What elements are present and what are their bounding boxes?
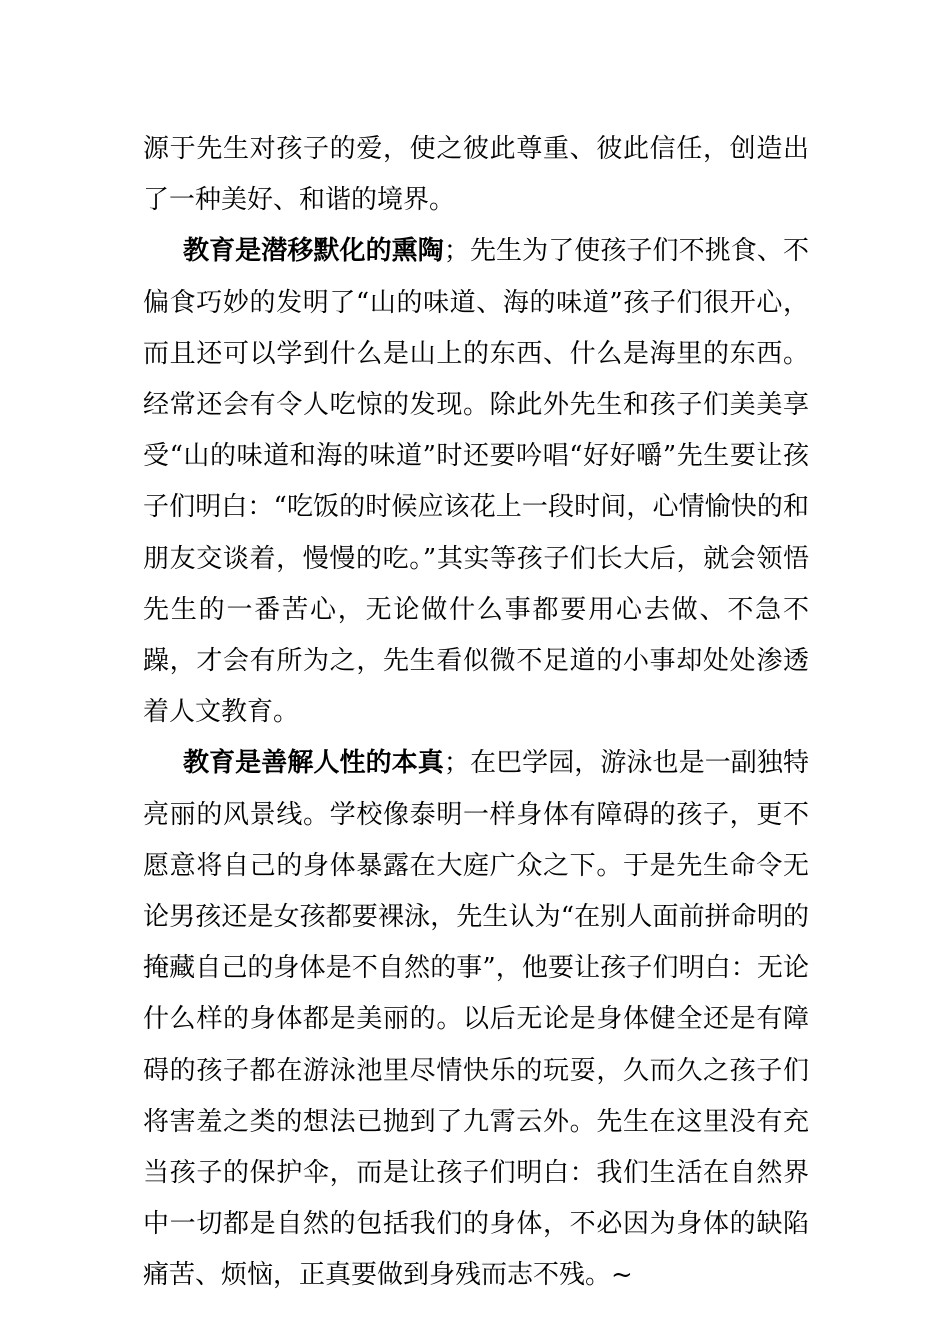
paragraph-human-nature	[143, 738, 809, 1301]
paragraph-continuation	[143, 124, 809, 226]
paragraph-heading: 教育是善解人性的本真	[183, 748, 444, 779]
paragraph-text: ；先生为了使孩子们不挑食、不偏食巧妙的发明了“山的味道、海的味道”孩子们很开心，而且还可以学到什么是山上的东西、什么是海里的东西。经常还会有令人吃惊的发现。除此外先生和孩子们美美享受“山的味道和海的味道”时还要吟唱“好好嚼”先生要让孩子们明白：“吃饭的时候应该花上一段时间，心情愉快的和朋友交谈着，慢慢的吃。”其实等孩子们长大后，就会领悟先生的一番苦心，无论做什么事都要用心去做、不急不躁，才会有所为之，先生看似微不足道的小事却处处渗透着人文教育。	[143, 236, 809, 728]
paragraph-text: ；在巴学园，游泳也是一副独特亮丽的风景线。学校像泰明一样身体有障碍的孩子，更不愿意将自己的身体暴露在大庭广众之下。于是先生命令无论男孩还是女孩都要裸泳，先生认为“在别人面前拼命明的掩藏自己的身体是不自然的事”，他要让孩子们明白：无论什么样的身体都是美丽的。以后无论是身体健全还是有障碍的孩子都在游泳池里尽情快乐的玩耍，久而久之孩子们将害羞之类的想法已抛到了九霄云外。先生在这里没有充当孩子的保护伞，而是让孩子们明白：我们生活在自然界中一切都是自然的包括我们的身体，不必因为身体的缺陷痛苦、烦恼，正真要做到身残而志不残。~	[143, 748, 809, 1291]
paragraph-heading: 教育是潜移默化的熏陶	[183, 236, 444, 267]
document-body	[143, 124, 809, 1302]
paragraph-text: 源于先生对孩子的爱，使之彼此尊重、彼此信任，创造出了一种美好、和谐的境界。	[143, 134, 809, 216]
paragraph-edification	[143, 226, 809, 738]
